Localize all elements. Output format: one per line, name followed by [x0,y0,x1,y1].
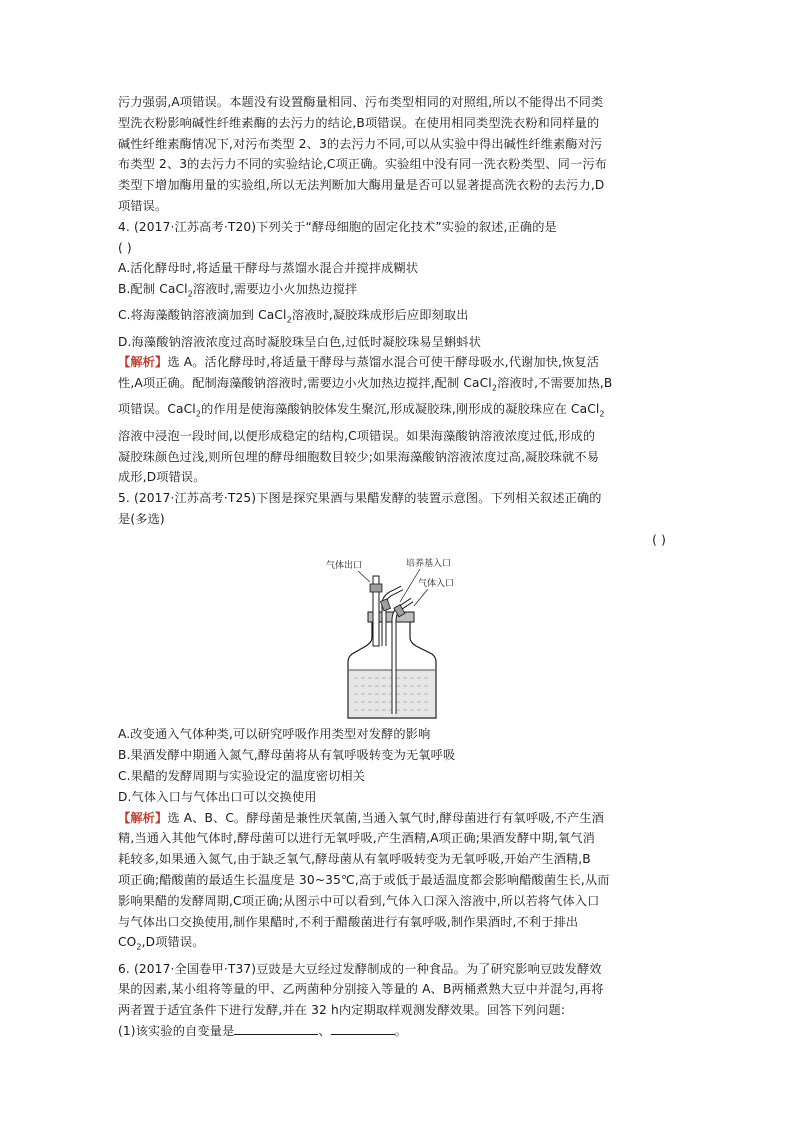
q5-stem-cont: 是(多选) [118,511,165,526]
q4-option-c: C.将海藻酸钠溶液滴加到 CaCl$_2$溶液时,凝胶珠成形后应即刻取出 [118,308,469,325]
q3-tail-line: 项错误。 [118,198,168,213]
document-page [118,92,678,1042]
q5-option-a: A.改变通入气体种类,可以研究呼吸作用类型对发酵的影响 [118,727,431,742]
q4-analysis-line: 项错误。CaCl$_2$的作用是使海藻酸钠胶体发生聚沉,形成凝胶珠,刚形成的凝胶珠应在 CaCl$_2$ [118,402,605,419]
q5-analysis-line: 项正确;醋酸菌的最适生长温度是 30~35℃,高于或低于最适温度都会影响醋酸菌生长,从而 [118,873,610,888]
answer-blank[interactable] [331,1021,395,1035]
q4-option-b: B.配制 CaCl$_2$溶液时,需要边小火加热边搅拌 [118,282,358,299]
q4-analysis-line: 溶液中浸泡一段时间,以便形成稳定的结构,C项错误。如果海藻酸钠溶液浓度过低,形成的 [118,428,596,443]
answer-blank[interactable] [234,1021,318,1035]
q4-analysis-line: 凝胶珠颜色过浅,则所包埋的酵母细胞数目较少;如果海藻酸钠溶液浓度过高,凝胶珠就不易 [118,449,600,464]
q3-tail-line: 污力强弱,A项错误。本题没有设置酶量相同、污布类型相同的对照组,所以不能得出不同类 [118,95,604,109]
q5-analysis-line: $CO_2,D$项错误。 [118,935,205,952]
q4-analysis: 【解析】选 A。活化酵母时,将适量干酵母与蒸馏水混合可使干酵母吸水,代谢加快,恢复活 [118,355,600,370]
q4-stem: 4. (2017·江苏高考·T20)下列关于“酵母细胞的固定化技术”实验的叙述,正确的是 [118,219,557,234]
q5-answer-paren: ( ) [652,532,666,547]
q6-stem: 6. (2017·全国卷甲·T37)豆豉是大豆经过发酵制成的一种食品。为了研究影响豆豉发酵效 [118,961,602,976]
q4-option-a: A.活化酵母时,将适量干酵母与蒸馏水混合并搅拌成糊状 [118,261,419,276]
q5-analysis-line: 耗较多,如果通入氮气,由于缺乏氧气,酵母菌从有氧呼吸转变为无氧呼吸,开始产生酒精,B [118,852,591,867]
q4-analysis-line: 成形,D项错误。 [118,470,206,485]
q6-stem-line: 两者置于适宜条件下进行发酵,并在 32 h内定期取样观测发酵效果。回答下列问题: [118,1003,566,1018]
q3-tail-line: 碱性纤维素酶情况下,对污布类型 2、3的去污力不同,可以从实验中得出碱性纤维素酶对污 [118,136,603,151]
q4-option-d: D.海藻酸钠溶液浓度过高时凝胶珠呈白色,过低时凝胶珠易呈蝌蚪状 [118,334,482,349]
q6-stem-line: 果的因素,某小组将等量的甲、乙两菌种分别接入等量的 A、B两桶煮熟大豆中并混匀,再将 [118,982,604,997]
gas-outlet-label: 气体出口 [326,561,363,572]
q4-analysis-line: 性,A项正确。配制海藻酸钠溶液时,需要边小火加热边搅拌,配制 CaCl$_2$溶液时,不需要加热,B [118,376,613,393]
gas-inlet-label: 气体入口 [418,579,455,590]
q5-analysis-line: 精,当通入其他气体时,酵母菌可以进行无氧呼吸,产生酒精,A项正确;果酒发酵中期,氧气消 [118,831,596,846]
q5-analysis-line: 影响果醋的发酵周期,C项正确;从图示中可以看到,气体入口深入溶液中,所以若将气体入口 [118,893,600,908]
analysis-label: 【解析】 [118,355,168,370]
q4-answer-paren: ( ) [118,240,132,255]
q3-tail-line: 类型下增加酶用量的实验组,所以无法判断加大酶用量是否可以显著提高洗衣粉的去污力,D [118,178,605,193]
q5-analysis-line: 与气体出口交换使用,制作果醋时,不利于醋酸菌进行有氧呼吸,制作果酒时,不利于排出 [118,914,579,929]
q5-option-b: B.果酒发酵中期通入氮气,酵母菌将从有氧呼吸转变为无氧呼吸 [118,748,456,763]
fermentation-apparatus-diagram [318,554,488,722]
gas-outlet-clamp [370,584,382,592]
medium-inlet-label: 培养基入口 [406,559,452,570]
q6-subquestion-1: (1)该实验的自变量是 、 。 [118,1021,678,1042]
q5-option-d: D.气体入口与气体出口可以交换使用 [118,789,317,804]
q3-tail-line: 布类型 2、3的去污力不同的实验结论,C项正确。实验组中没有同一洗衣粉类型、同一污布 [118,157,608,172]
q5-analysis: 【解析】选 A、B、C。酵母菌是兼性厌氧菌,当通入氧气时,酵母菌进行有氧呼吸,不产生酒 [118,810,604,825]
q5-stem: 5. (2017·江苏高考·T25)下图是探究果酒与果醋发酵的装置示意图。下列相关叙述正确的 [118,491,602,506]
fermentation-apparatus-figure [118,554,678,722]
analysis-label: 【解析】 [118,810,168,825]
q3-tail-line: 型洗衣粉影响碱性纤维素酶的去污力的结论,B项错误。在使用相同类型洗衣粉和同样量的 [118,115,600,130]
q5-option-c: C.果醋的发酵周期与实验设定的温度密切相关 [118,769,366,784]
